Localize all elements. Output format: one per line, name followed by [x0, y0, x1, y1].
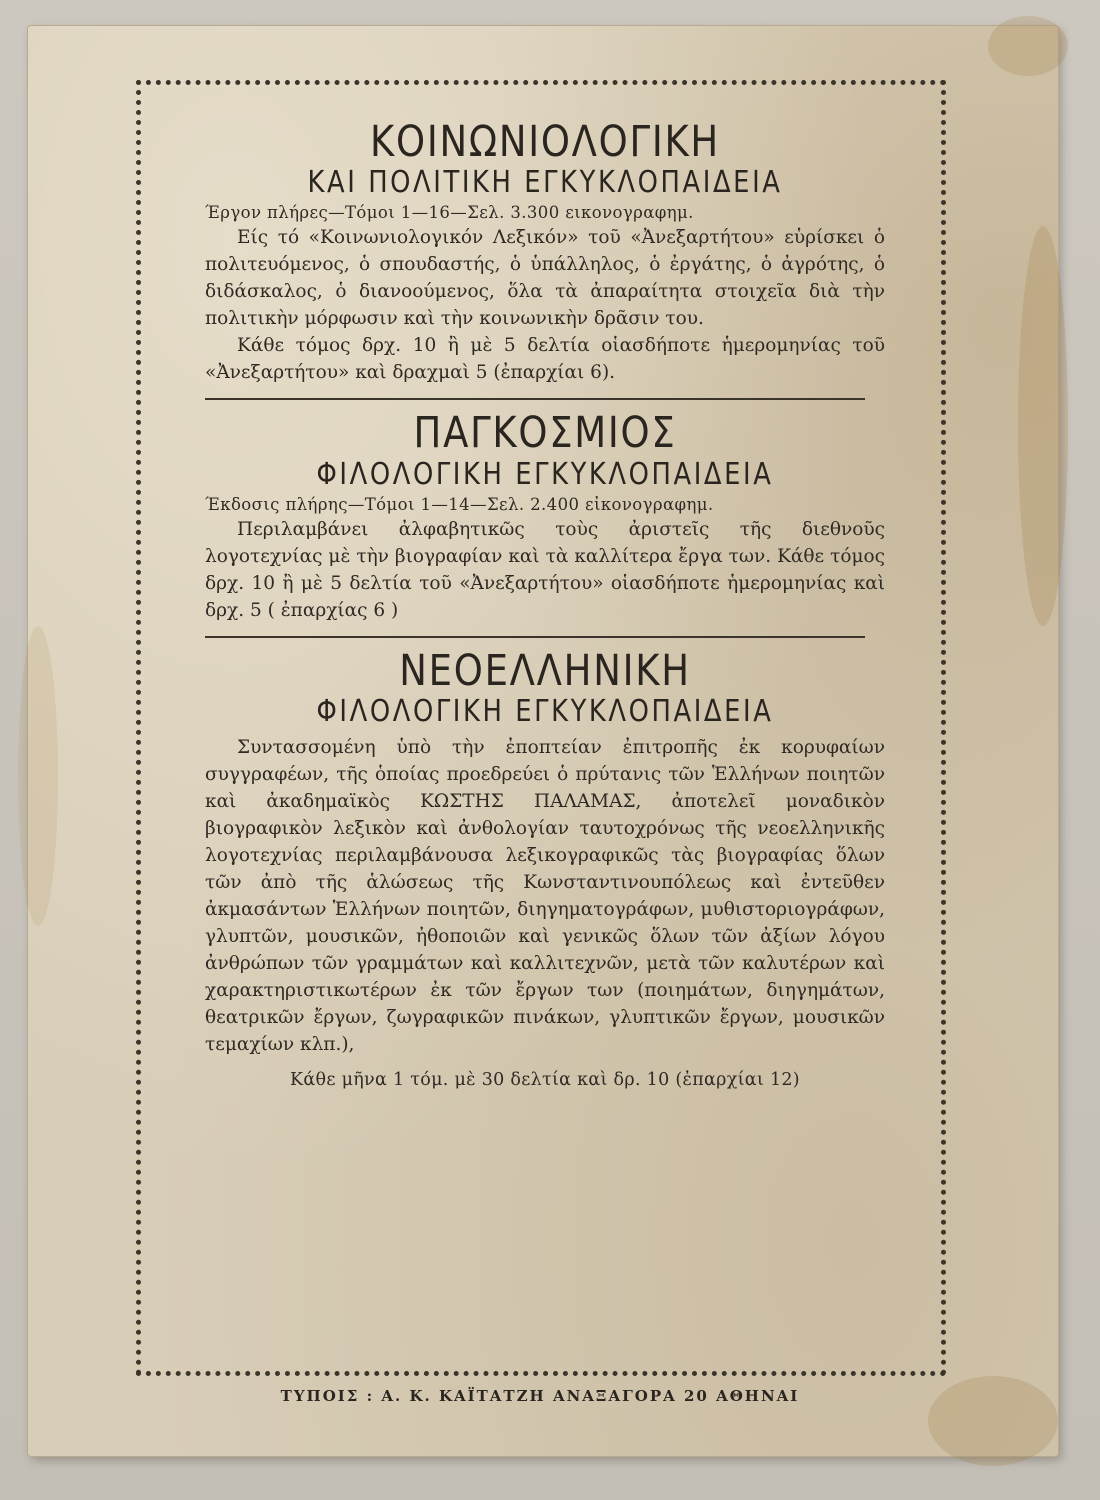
section-paragraph: Συντασσομένη ὑπὸ τὴν ἐποπτείαν ἐπιτροπῆς ἐκ κορυφαίων συγγραφέων, τῆς ὁποίας προεδρεύει ὁ πρύτανις τῶν Ἑλλήνων ποιητῶν καὶ ἀκαδημαϊκὸς ΚΩΣΤΗΣ ΠΑΛΑΜΑΣ, ἀποτελεῖ μοναδικὸν βιογραφικὸν λεξικὸν καὶ ἀνθολογίαν ταυτοχρόνως τῆς νεοελληνικῆς λογοτεχνίας περιλαμβάνουσα λεξικογραφικῶς τὰς βιογραφίας ὅλων τῶν ἀπὸ τῆς ἁλώσεως τῆς Κωνσταντινουπόλεως καὶ ἐντεῦθεν ἀκμασάντων Ἑλλήνων ποιητῶν, διηγηματογράφων, μυθιστοριογράφων, γλυπτῶν, μουσικῶν, ἠθοποιῶν καὶ γενικῶς ὅλων τῶν ἀξίων λόγου ἀνθρώπων τῶν γραμμάτων καὶ καλλιτεχνῶν, μετὰ τῶν καλυτέρων καὶ χαρακτηριστικωτέρων ἐκ τῶν ἔργων των (ποιημάτων, διηγημάτων, θεατρικῶν ἔργων, ζωγραφικῶν πινάκων, γλυπτικῶν ἔργων, μουσικῶν τεμαχίων κλπ.), — [205, 736, 885, 1055]
section-spec-line: Έργον πλήρες—Τόμοι 1—16—Σελ. 3.300 εικονογραφημ. — [205, 203, 694, 223]
section-paragraph: Είς τό «Κοινωνιολογικόν Λεξικόν» τοῦ «Ἀνεξαρτήτου» εὑρίσκει ὁ πολιτευόμενος, ὁ σπουδαστής, ὁ ὑπάλληλος, ὁ ἐργάτης, ὁ ἀγρότης, ὁ διδάσκαλος, ὁ διανοούμενος, ὅλα τὰ ἀπαραίτητα στοιχεῖα διὰ τὴν πολιτικὴν μόρφωσιν καὶ τὴν κοινωνικὴν δρᾶσιν του. — [205, 227, 885, 330]
section-world-literary-encyclopedia — [205, 410, 885, 623]
price-line: Κάθε μῆνα 1 τόμ. μὲ 30 δελτία καὶ δρ. 10 (ἐπαρχίαι 12) — [290, 1069, 800, 1090]
section-modern-greek-encyclopedia — [205, 645, 885, 1090]
section-paragraph: Κάθε τόμος δρχ. 10 ἢ μὲ 5 δελτία οἱασδήποτε ἡμερομηνίας τοῦ «Ἀνεξαρτήτου» καὶ δραχμαὶ 5 (ἐπαρχίαι 6). — [205, 335, 885, 384]
section-subtitle: ΦΙΛΟΛΟΓΙΚΗ ΕΓΚΥΚΛΟΠΑΙΔΕΙΑ — [316, 456, 774, 492]
advertisement-content — [205, 105, 885, 1090]
section-divider — [205, 636, 865, 638]
section-subtitle: ΚΑΙ ΠΟΛΙΤΙΚΗ ΕΓΚΥΚΛΟΠΑΙΔΕΙΑ — [307, 165, 783, 201]
section-title: ΚΟΙΝΩΝΙΟΛΟΓΙΚΗ — [370, 117, 720, 167]
section-divider — [205, 398, 865, 400]
section-title: ΠΑΓΚΟΣΜΙΟΣ — [413, 408, 677, 459]
paper-stain — [928, 1376, 1058, 1466]
section-spec-line: Έκδοσις πλήρης—Τόμοι 1—14—Σελ. 2.400 εἰκονογραφημ. — [205, 494, 714, 514]
section-paragraph: Περιλαμβάνει ἀλφαβητικῶς τοὺς ἀριστεῖς τῆς διεθνοῦς λογοτεχνίας μὲ τὴν βιογραφίαν καὶ τὰ καλλίτερα ἔργα των. Κάθε τόμος δρχ. 10 ἢ μὲ 5 δελτία τοῦ «Ἀνεξαρτήτου» οἱασδήποτε ἡμερομηνίας καὶ δρχ. 5 ( ἐπαρχίας 6 ) — [205, 518, 885, 621]
paper-stain — [988, 16, 1068, 76]
paper-stain — [18, 626, 58, 926]
section-subtitle: ΦΙΛΟΛΟΓΙΚΗ ΕΓΚΥΚΛΟΠΑΙΔΕΙΑ — [316, 693, 774, 729]
printer-imprint: ΤΥΠΟΙΣ : Α. Κ. ΚΑΪΤΑΤΖΗ ΑΝΑΞΑΓΟΡΑ 20 ΑΘΗΝΑΙ — [280, 1387, 800, 1405]
section-sociological-encyclopedia — [205, 119, 885, 386]
paper-stain — [1018, 226, 1068, 626]
section-title: ΝΕΟΕΛΛΗΝΙΚΗ — [399, 645, 691, 696]
